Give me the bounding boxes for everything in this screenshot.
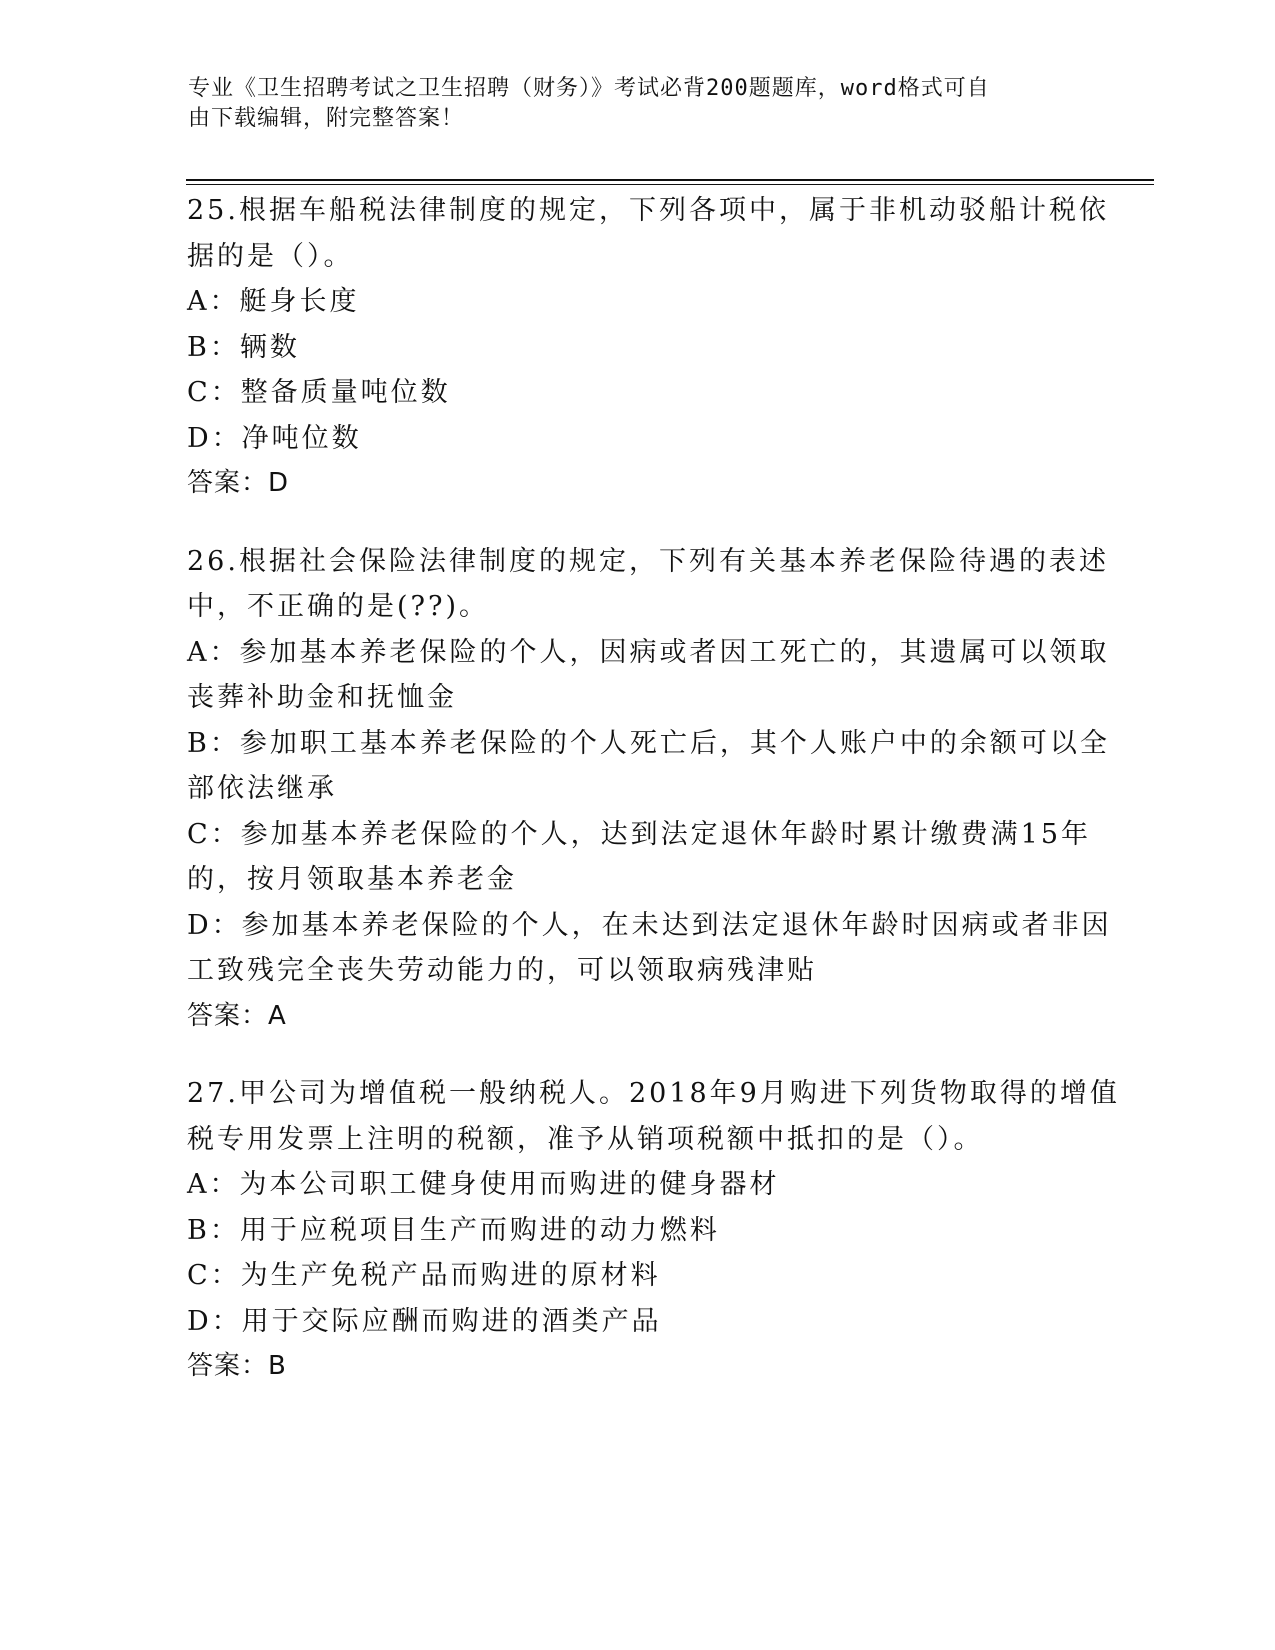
option-a: A：参加基本养老保险的个人，因病或者因工死亡的，其遗属可以领取	[187, 636, 1110, 668]
header-line-1: 专业《卫生招聘考试之卫生招聘（财务）》考试必背200题题库，word格式可自	[188, 76, 990, 101]
header-line-2: 由下载编辑，附完整答案！	[188, 106, 465, 131]
option-c: C：为生产免税产品而购进的原材料	[187, 1260, 661, 1291]
option-d: D：用于交际应酬而购进的酒类产品	[187, 1305, 662, 1337]
question-stem-line: 税专用发票上注明的税额，准予从销项税额中抵扣的是（）。	[187, 1123, 984, 1155]
answer-line: 答案：B	[187, 1351, 287, 1381]
option-a: A：艇身长度	[187, 286, 360, 317]
header-divider-thick	[186, 179, 1154, 181]
question-stem-line: 中，不正确的是(??)。	[187, 591, 490, 622]
question-list	[187, 188, 1120, 1422]
option-b: B：辆数	[187, 331, 300, 363]
header-divider-thin	[186, 184, 1154, 185]
option-d: D：参加基本养老保险的个人，在未达到法定退休年龄时因病或者非因	[187, 909, 1112, 941]
question-26	[187, 539, 1112, 1040]
question-stem-line: 据的是（）。	[187, 240, 354, 272]
option-b-continued: 部依法继承	[187, 773, 337, 804]
answer-line: 答案：A	[187, 1000, 287, 1031]
option-b: B：用于应税项目生产而购进的动力燃料	[187, 1214, 720, 1246]
option-a: A：为本公司职工健身使用而购进的健身器材	[187, 1169, 780, 1200]
question-stem-line: 25.根据车船税法律制度的规定，下列各项中，属于非机动驳船计税依	[187, 195, 1109, 226]
option-d: D：净吨位数	[187, 422, 362, 454]
answer-line: 答案：D	[187, 468, 290, 498]
option-c: C：整备质量吨位数	[187, 377, 451, 408]
option-d-continued: 工致残完全丧失劳动能力的，可以领取病残津贴	[187, 955, 817, 986]
option-b: B：参加职工基本养老保险的个人死亡后，其个人账户中的余额可以全	[187, 727, 1110, 759]
question-stem-line: 26.根据社会保险法律制度的规定，下列有关基本养老保险待遇的表述	[187, 545, 1109, 577]
document-header	[188, 74, 1068, 134]
question-25	[187, 188, 1109, 507]
option-c: C：参加基本养老保险的个人，达到法定退休年龄时累计缴费满15年	[187, 818, 1092, 850]
question-stem-line: 27.甲公司为增值税一般纳税人。2018年9月购进下列货物取得的增值	[187, 1078, 1120, 1109]
option-a-continued: 丧葬补助金和抚恤金	[187, 682, 457, 713]
option-c-continued: 的，按月领取基本养老金	[187, 864, 517, 895]
question-27	[187, 1071, 1120, 1390]
